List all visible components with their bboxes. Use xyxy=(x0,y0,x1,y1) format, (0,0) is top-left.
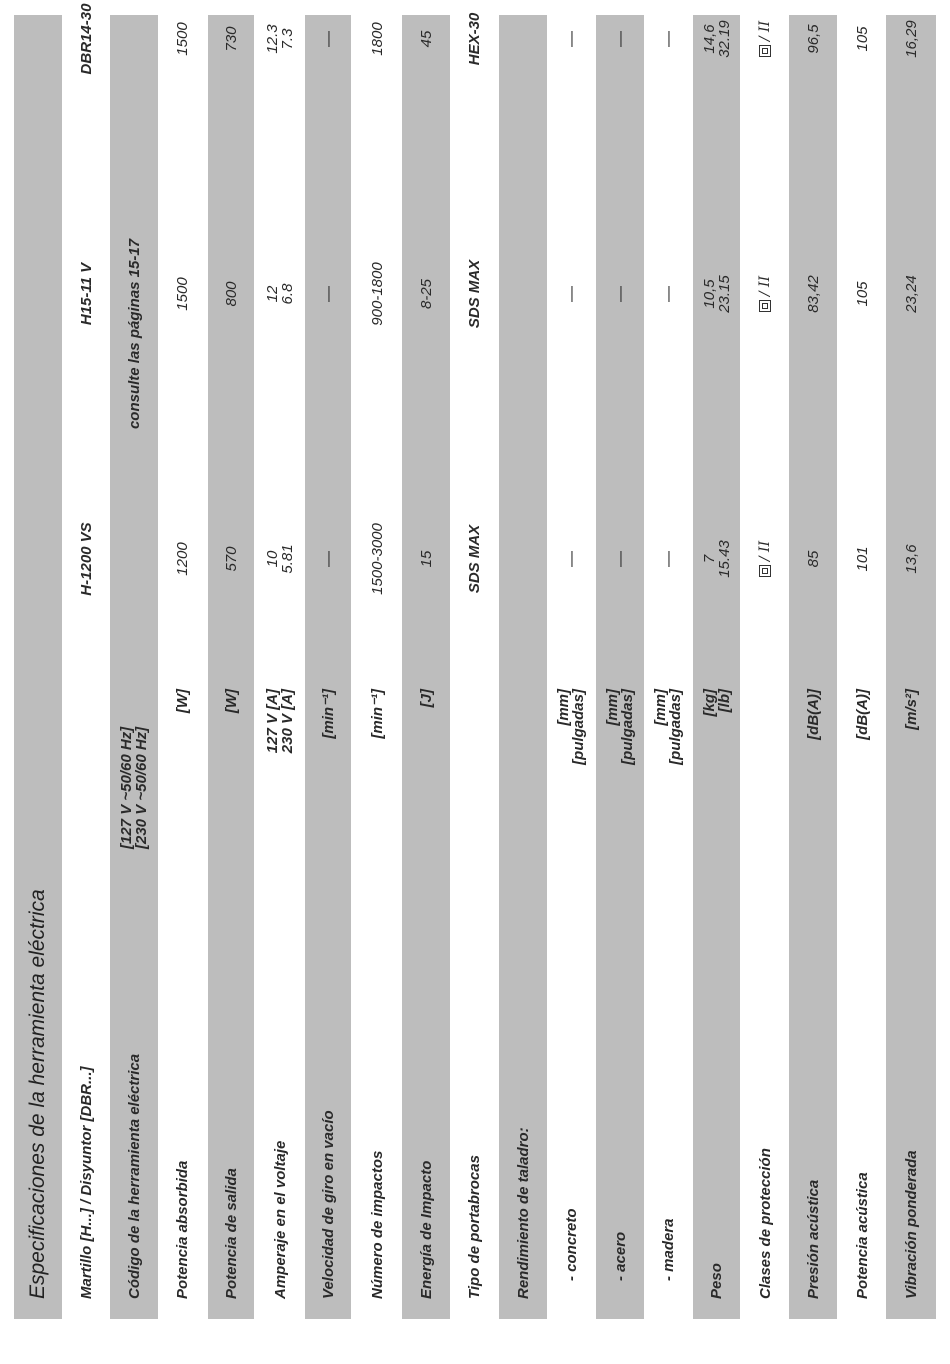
row-unit: [127 V ~50/60 Hz] [230 V ~50/60 Hz] xyxy=(118,726,150,849)
row-unit: [kg] [lb] xyxy=(700,689,733,717)
double-insulation-icon xyxy=(759,300,771,312)
value-3: — xyxy=(659,31,677,47)
value-2: 23,24 xyxy=(902,275,920,313)
row-label: Potencia de salida xyxy=(222,1168,240,1299)
double-insulation-icon xyxy=(759,565,771,577)
spec-row-madera xyxy=(644,15,692,1319)
value-3: 1500 xyxy=(173,22,191,56)
row-label: Tipo de portabrocas xyxy=(465,1155,483,1299)
value-2: 12 6.8 xyxy=(264,283,296,305)
spec-row-clases xyxy=(741,15,789,1319)
row-unit: [dB(A)] xyxy=(853,689,871,740)
spec-row-presion xyxy=(789,15,837,1319)
value-1: — xyxy=(611,551,629,567)
row-unit: [mm] [pulgadas] xyxy=(604,689,636,765)
spec-row-impactos xyxy=(353,15,401,1319)
row-label: Peso xyxy=(708,1263,725,1299)
value-2: 900-1800 xyxy=(368,262,386,326)
row-label: Energía de Impacto xyxy=(417,1160,435,1299)
row-label: Amperaje en el voltaje xyxy=(271,1140,289,1299)
double-insulation-icon xyxy=(759,45,771,57)
value-3: — xyxy=(562,31,580,47)
value-3: 1800 xyxy=(368,22,386,56)
row-unit: [mm] [pulgadas] xyxy=(555,689,587,765)
row-label: - madera xyxy=(659,1218,677,1281)
value-1: — xyxy=(562,551,580,567)
row-unit: [W] xyxy=(222,689,240,714)
row-unit: [J] xyxy=(417,689,435,708)
see-pages-note: consulte las páginas 15-17 xyxy=(125,238,143,430)
spec-row-vibracion xyxy=(886,15,936,1319)
page-title: Especificaciones de la herramienta eléctrica xyxy=(26,889,49,1299)
value-1: 7 15.43 xyxy=(700,540,733,578)
value-2: — xyxy=(611,286,629,302)
spec-row-portabrocas xyxy=(450,12,498,1319)
spec-row-acero xyxy=(596,15,644,1319)
row-label: - acero xyxy=(611,1231,629,1281)
row-label: Número de impactos xyxy=(368,1150,386,1299)
value-2: 10,5 23.15 xyxy=(700,275,733,313)
value-1: 85 xyxy=(804,550,822,568)
value-3: — xyxy=(319,31,337,47)
value-3: — xyxy=(611,31,629,47)
value-2: 1500 xyxy=(173,277,191,311)
header-label: Martillo [H...] / Disyuntor [DBR...] xyxy=(77,1066,95,1299)
row-unit: [dB(A)] xyxy=(804,689,822,740)
value-1: SDS MAX xyxy=(465,524,483,594)
value-1: 1200 xyxy=(173,542,191,576)
value-2: SDS MAX xyxy=(465,259,483,329)
spec-row-potencia-salida xyxy=(208,15,254,1319)
value-3: 45 xyxy=(417,30,435,48)
row-label: Vibración ponderada xyxy=(902,1150,920,1299)
row-label: Velocidad de giro en vacío xyxy=(319,1110,337,1299)
model-2: H15-11 V xyxy=(77,262,95,326)
spec-row-amperaje xyxy=(256,15,304,1319)
value-1: 1500-3000 xyxy=(368,523,386,595)
row-label: Presión acústica xyxy=(804,1179,822,1299)
value-1: 13,6 xyxy=(902,544,920,574)
value-1: — xyxy=(319,551,337,567)
value-1: / II xyxy=(741,514,789,604)
value-1: 10 5.81 xyxy=(264,544,296,574)
value-3: HEX-30 xyxy=(465,12,483,66)
value-3: 96,5 xyxy=(804,24,822,54)
value-2: / II xyxy=(741,249,789,339)
spec-row-potencia-acustica xyxy=(838,15,886,1319)
model-3: DBR14-30 xyxy=(77,3,95,75)
value-3: 105 xyxy=(853,26,871,52)
row-label: Código de la herramienta eléctrica xyxy=(125,1053,143,1299)
value-2: 83,42 xyxy=(804,275,822,313)
value-3: 730 xyxy=(222,26,240,52)
row-unit: [min⁻¹] xyxy=(368,689,386,739)
header-row xyxy=(62,3,110,1319)
spec-row-potencia-absorbida xyxy=(158,15,206,1319)
value-1: 15 xyxy=(417,550,435,568)
row-unit: [W] xyxy=(173,689,191,714)
row-label: Clases de protección xyxy=(756,1148,774,1299)
value-3: 12.3 7.3 xyxy=(264,24,296,54)
spec-row-peso xyxy=(693,15,740,1319)
row-unit: [m/s²] xyxy=(902,689,920,730)
value-1: 101 xyxy=(853,546,871,572)
model-1: H-1200 VS xyxy=(77,522,95,596)
row-label: Rendimiento de taladro: xyxy=(514,1127,532,1299)
value-3: 16,29 xyxy=(902,20,920,58)
row-unit: 127 V [A] 230 V [A] xyxy=(264,689,296,754)
spec-row-velocidad xyxy=(305,15,351,1319)
value-2: — xyxy=(319,286,337,302)
row-unit: [min⁻¹] xyxy=(319,689,337,739)
value-1: — xyxy=(659,551,677,567)
spec-row-energia xyxy=(402,15,450,1319)
spec-row-rendimiento xyxy=(499,15,547,1319)
value-3: 14,6 32.19 xyxy=(700,20,733,58)
row-label: - concreto xyxy=(562,1208,580,1281)
row-label: Potencia acústica xyxy=(853,1172,871,1299)
spec-row-codigo xyxy=(110,15,158,1319)
value-1: 570 xyxy=(222,546,240,572)
value-2: 8-25 xyxy=(417,278,435,310)
spec-row-concreto xyxy=(547,15,595,1319)
value-2: 105 xyxy=(853,281,871,307)
value-2: — xyxy=(562,286,580,302)
row-label: Potencia absorbida xyxy=(173,1160,191,1299)
value-2: — xyxy=(659,286,677,302)
value-2: 800 xyxy=(222,281,240,307)
row-unit: [mm] [pulgadas] xyxy=(652,689,684,765)
value-3: / II xyxy=(741,0,789,89)
title-band xyxy=(14,15,62,1319)
